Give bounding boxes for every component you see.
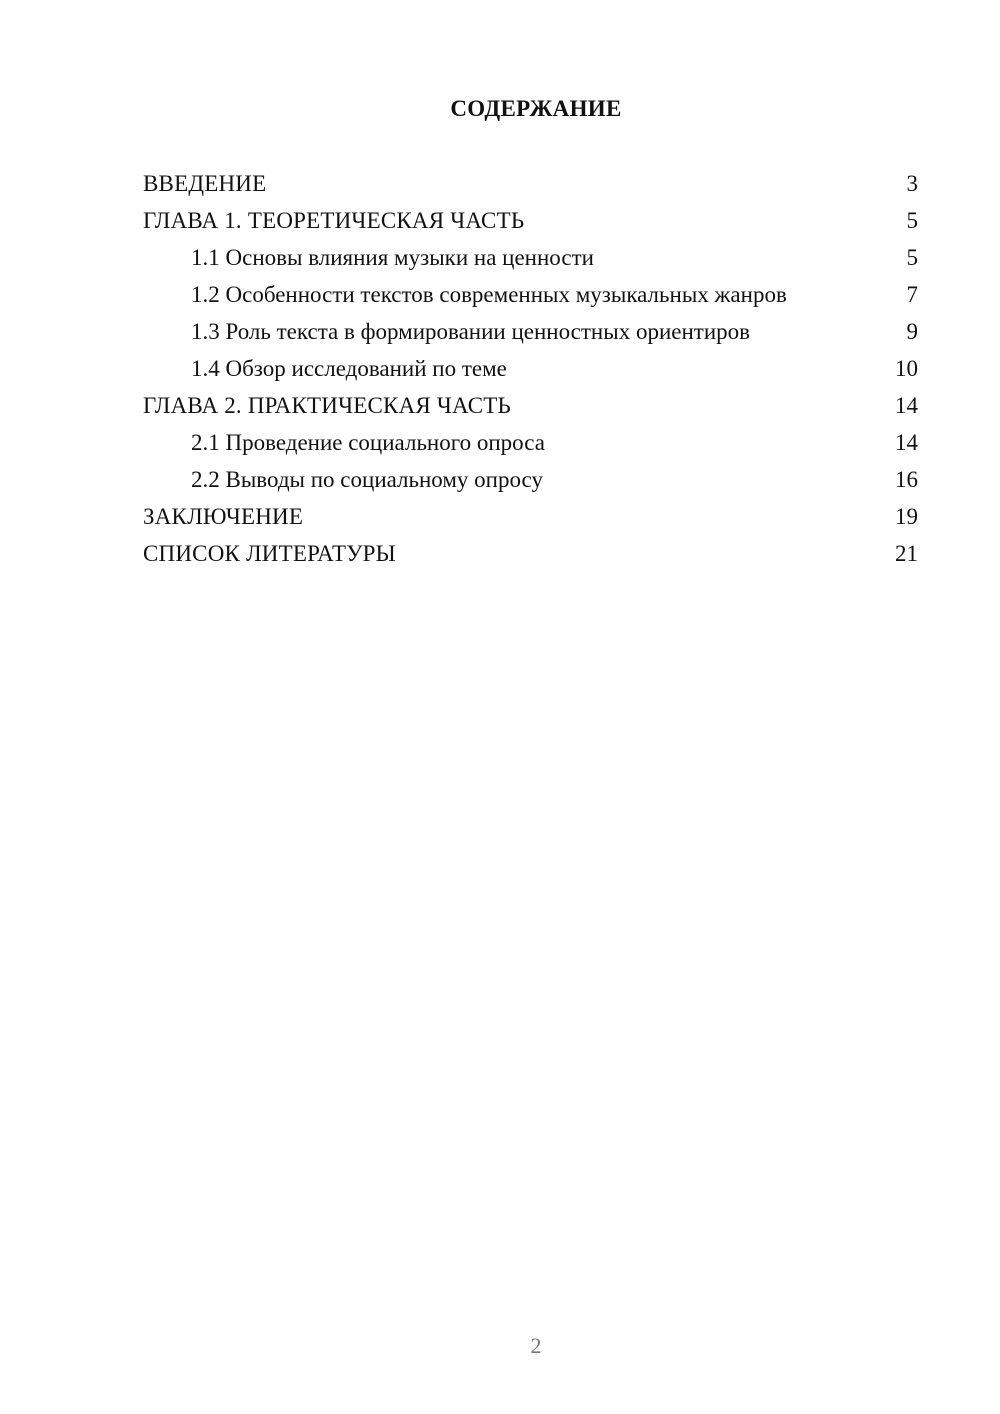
toc-entry-page: 5 [906,245,918,270]
page-title: СОДЕРЖАНИЕ [450,96,622,121]
toc-entry-label: ВВЕДЕНИЕ [143,171,267,196]
toc-entry-conclusion [143,503,918,530]
toc-entry-section-2-2 [143,466,918,493]
toc-entry-section-1-1 [143,244,918,271]
toc-entry-chapter-2 [143,392,918,419]
table-of-contents [143,170,918,577]
toc-entry-label: ЗАКЛЮЧЕНИЕ [143,504,304,529]
page-number: 2 [530,1333,542,1358]
toc-entry-page: 16 [895,467,918,492]
toc-entry-label: ГЛАВА 1. ТЕОРЕТИЧЕСКАЯ ЧАСТЬ [143,208,525,233]
toc-entry-references [143,540,918,567]
toc-entry-section-1-2 [143,281,918,308]
toc-entry-section-1-4 [143,355,918,382]
toc-entry-label: 1.1 Основы влияния музыки на ценности [191,245,594,270]
toc-entry-introduction [143,170,918,197]
toc-entry-page: 14 [895,430,918,455]
toc-entry-section-1-3 [143,318,918,345]
toc-entry-page: 7 [906,282,918,307]
toc-entry-section-2-1 [143,429,918,456]
toc-entry-page: 10 [895,356,918,381]
toc-entry-chapter-1 [143,207,918,234]
toc-entry-label: 2.2 Выводы по социальному опросу [191,467,543,492]
toc-entry-label: 1.4 Обзор исследований по теме [191,356,507,381]
toc-entry-label: СПИСОК ЛИТЕРАТУРЫ [143,541,396,566]
toc-entry-page: 5 [906,208,918,233]
toc-entry-label: ГЛАВА 2. ПРАКТИЧЕСКАЯ ЧАСТЬ [143,393,511,418]
toc-entry-label: 2.1 Проведение социального опроса [191,430,545,455]
toc-entry-label: 1.2 Особенности текстов современных музыкальных жанров [191,282,787,307]
toc-entry-page: 14 [895,393,918,418]
toc-entry-page: 9 [906,319,918,344]
toc-entry-page: 21 [895,541,918,566]
toc-entry-label: 1.3 Роль текста в формировании ценностных ориентиров [191,319,750,344]
toc-entry-page: 19 [895,504,918,529]
toc-entry-page: 3 [906,171,918,196]
